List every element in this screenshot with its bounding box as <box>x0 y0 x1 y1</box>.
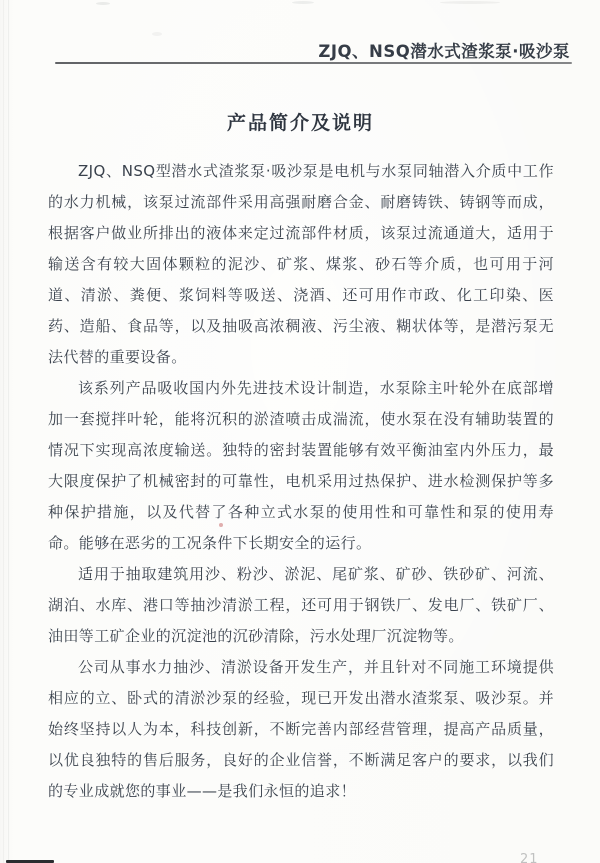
page-number: 21 <box>520 852 539 863</box>
header-rule <box>55 62 572 64</box>
page-header <box>30 38 570 62</box>
paragraph-applications: 适用于抽取建筑用沙、粉沙、淤泥、尾矿浆、矿砂、铁砂矿、河流、湖泊、水库、港口等抽沙清淤工程，还可用于钢铁厂、发电厂、铁矿厂、油田等工矿企业的沉淀池的沉砂清除，污水处理厂沉淀物等。 <box>48 565 554 645</box>
paragraph-design-features: 该系列产品吸收国内外先进技术设计制造，水泵除主叶轮外在底部增加一套搅拌叶轮，能将沉积的淤渣喷击成湍流，使水泵在没有辅助装置的情况下实现高浓度输送。独特的密封装置能够有效平衡油室内外压力，最大限度保护了机械密封的可靠性，电机采用过热保护、进水检测保护等多种保护措施，以及代替了各种立式水泵的使用性和可靠性和泵的使用寿命。能够在恶劣的工况条件下长期安全的运行。 <box>48 379 554 552</box>
scan-speck <box>292 1 314 4</box>
page-title: 产品简介及说明 <box>226 112 374 134</box>
scan-speck <box>96 2 110 5</box>
scan-edge-line <box>3 0 4 863</box>
scan-speck <box>440 1 500 4</box>
paragraph-company: 公司从事水力抽沙、清淤设备开发生产，并且针对不同施工环境提供相应的立、卧式的清淤沙泵的经验，现已开发出潜水渣浆泵、吸沙泵。并始终坚持以人为本，科技创新，不断完善内部经营管理，提高产品质量，以优良独特的售后服务，良好的企业信誉，不断满足客户的要求，以我们的专业成就您的事业——是我们永恒的追求！ <box>48 658 554 800</box>
paragraph-intro: ZJQ、NSQ型潜水式渣浆泵·吸沙泵是电机与水泵同轴潜入介质中工作的水力机械，该泵过流部件采用高强耐磨合金、耐磨铸铁、铸钢等而成，根据客户做业所排出的液体来定过流部件材质，该泵过流通道大，适用于输送含有较大固体颗粒的泥沙、矿浆、煤浆、砂石等介质，也可用于河道、清淤、粪便、浆饲料等吸送、浇酒、还可用作市政、化工印染、医药、造船、食品等，以及抽吸高浓稠液、污尘液、糊状体等，是潜污泵无法代替的重要设备。 <box>48 162 554 366</box>
document-body <box>48 156 554 807</box>
scan-edge-line <box>8 0 9 863</box>
scan-speck <box>152 32 162 36</box>
running-header-title: ZJQ、NSQ潜水式渣浆泵·吸沙泵 <box>318 42 570 61</box>
